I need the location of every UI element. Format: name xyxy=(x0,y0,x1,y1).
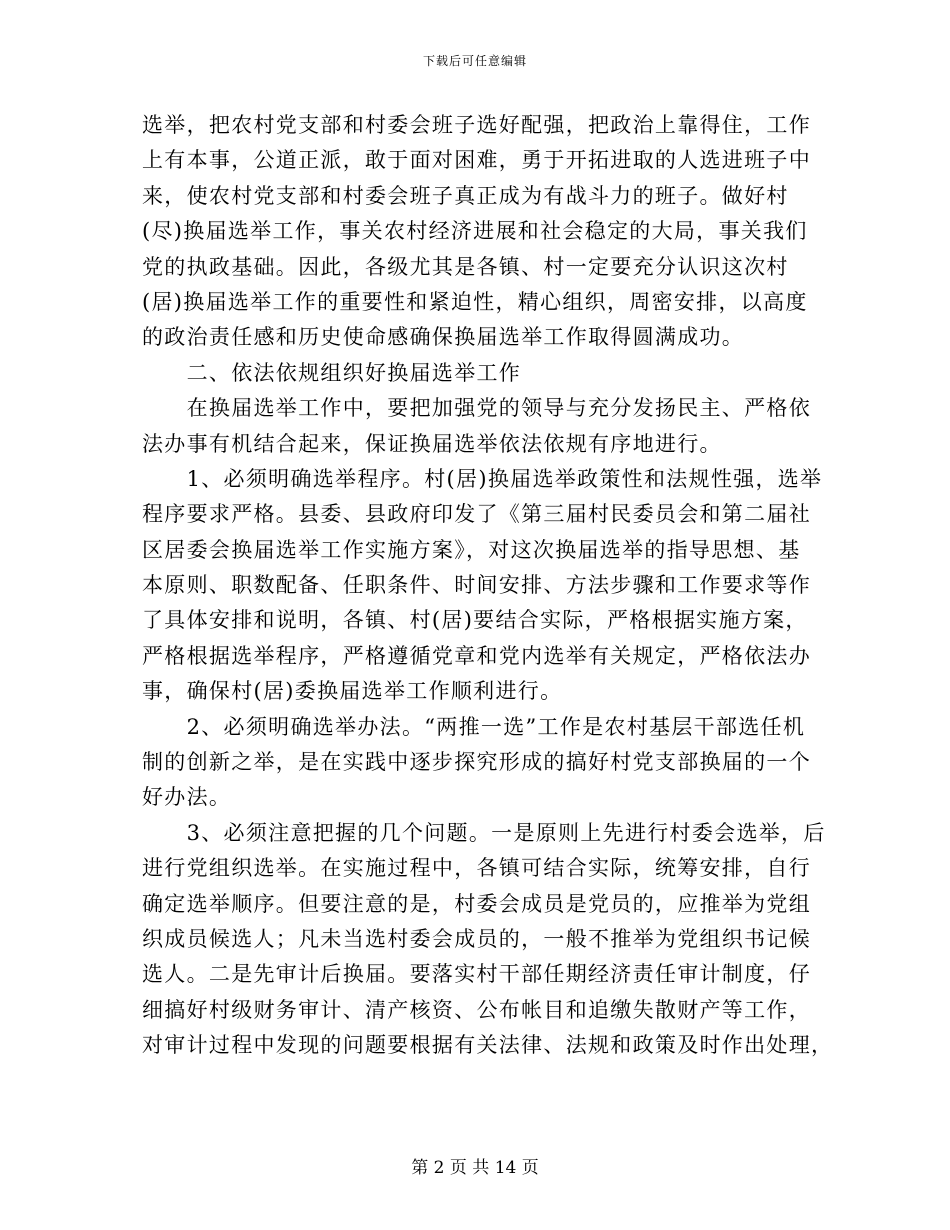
page-footer: 第 2 页 共 14 页 xyxy=(411,1158,539,1178)
page-header: 下载后可任意编辑 xyxy=(422,54,527,68)
body-line: 织成员候选人；凡未当选村委会成员的，一般不推举为党组织书记候 xyxy=(142,926,811,951)
body-line: 3、必须注意把握的几个问题。一是原则上先进行村委会选举，后 xyxy=(142,820,826,845)
body-line: 确定选举顺序。但要注意的是，村委会成员是党员的，应推举为党组 xyxy=(142,891,811,916)
body-line: 选人。二是先审计后换届。要落实村干部任期经济责任审计制度，仔 xyxy=(142,962,811,987)
body-line: 严格根据选举程序，严格遵循党章和党内选举有关规定，严格依法办 xyxy=(142,643,811,668)
body-line: 细搞好村级财务审计、清产核资、公布帐目和追缴失散财产等工作， xyxy=(142,997,811,1022)
body-line: 党的执政基础。因此，各级尤其是各镇、村一定要充分认识这次村 xyxy=(142,254,789,279)
body-line: 选举，把农村党支部和村委会班子选好配强，把政治上靠得住，工作 xyxy=(142,113,811,137)
body-line: 事，确保村(居)委换届选举工作顺利进行。 xyxy=(142,679,563,704)
document-body xyxy=(142,108,834,1064)
body-line: 法办事有机结合起来，保证换届选举依法依规有序地进行。 xyxy=(142,431,722,456)
body-line: 了具体安排和说明，各镇、村(居)要结合实际，严格根据实施方案， xyxy=(142,608,808,633)
body-line: 本原则、职数配备、任职条件、时间安排、方法步骤和工作要求等作 xyxy=(142,573,811,598)
section-heading: 二、依法依规组织好换届选举工作 xyxy=(142,360,522,385)
body-line: 的政治责任感和历史使命感确保换届选举工作取得圆满成功。 xyxy=(142,325,745,350)
body-line: 程序要求严格。县委、县政府印发了《第三届村民委员会和第二届社 xyxy=(142,502,811,527)
body-line: 1、必须明确选举程序。村(居)换届选举政策性和法规性强，选举 xyxy=(142,466,823,491)
body-line: 区居委会换届选举工作实施方案》，对这次换届选举的指导思想、基 xyxy=(142,537,801,562)
body-line: 来，使农村党支部和村委会班子真正成为有战斗力的班子。做好村 xyxy=(142,183,789,208)
body-line: (尽)换届选举工作，事关农村经济进展和社会稳定的大局，事关我们 xyxy=(142,219,808,244)
body-line: 在换届选举工作中，要把加强党的领导与充分发扬民主、严格依 xyxy=(142,396,811,421)
body-line: 上有本事，公道正派，敢于面对困难，勇于开拓进取的人选进班子中 xyxy=(142,148,811,173)
body-line: 对审计过程中发现的问题要根据有关法律、法规和政策及时作出处理， xyxy=(142,1033,834,1058)
body-line: (居)换届选举工作的重要性和紧迫性，精心组织，周密安排，以高度 xyxy=(142,289,808,314)
body-line: 好办法。 xyxy=(142,785,232,810)
body-line: 制的创新之举，是在实践中逐步探究形成的搞好村党支部换届的一个 xyxy=(142,750,811,775)
body-line: 2、必须明确选举办法。“两推一选”工作是农村基层干部选任机 xyxy=(142,714,806,739)
body-line: 进行党组织选举。在实施过程中，各镇可结合实际，统筹安排，自行 xyxy=(142,856,811,881)
